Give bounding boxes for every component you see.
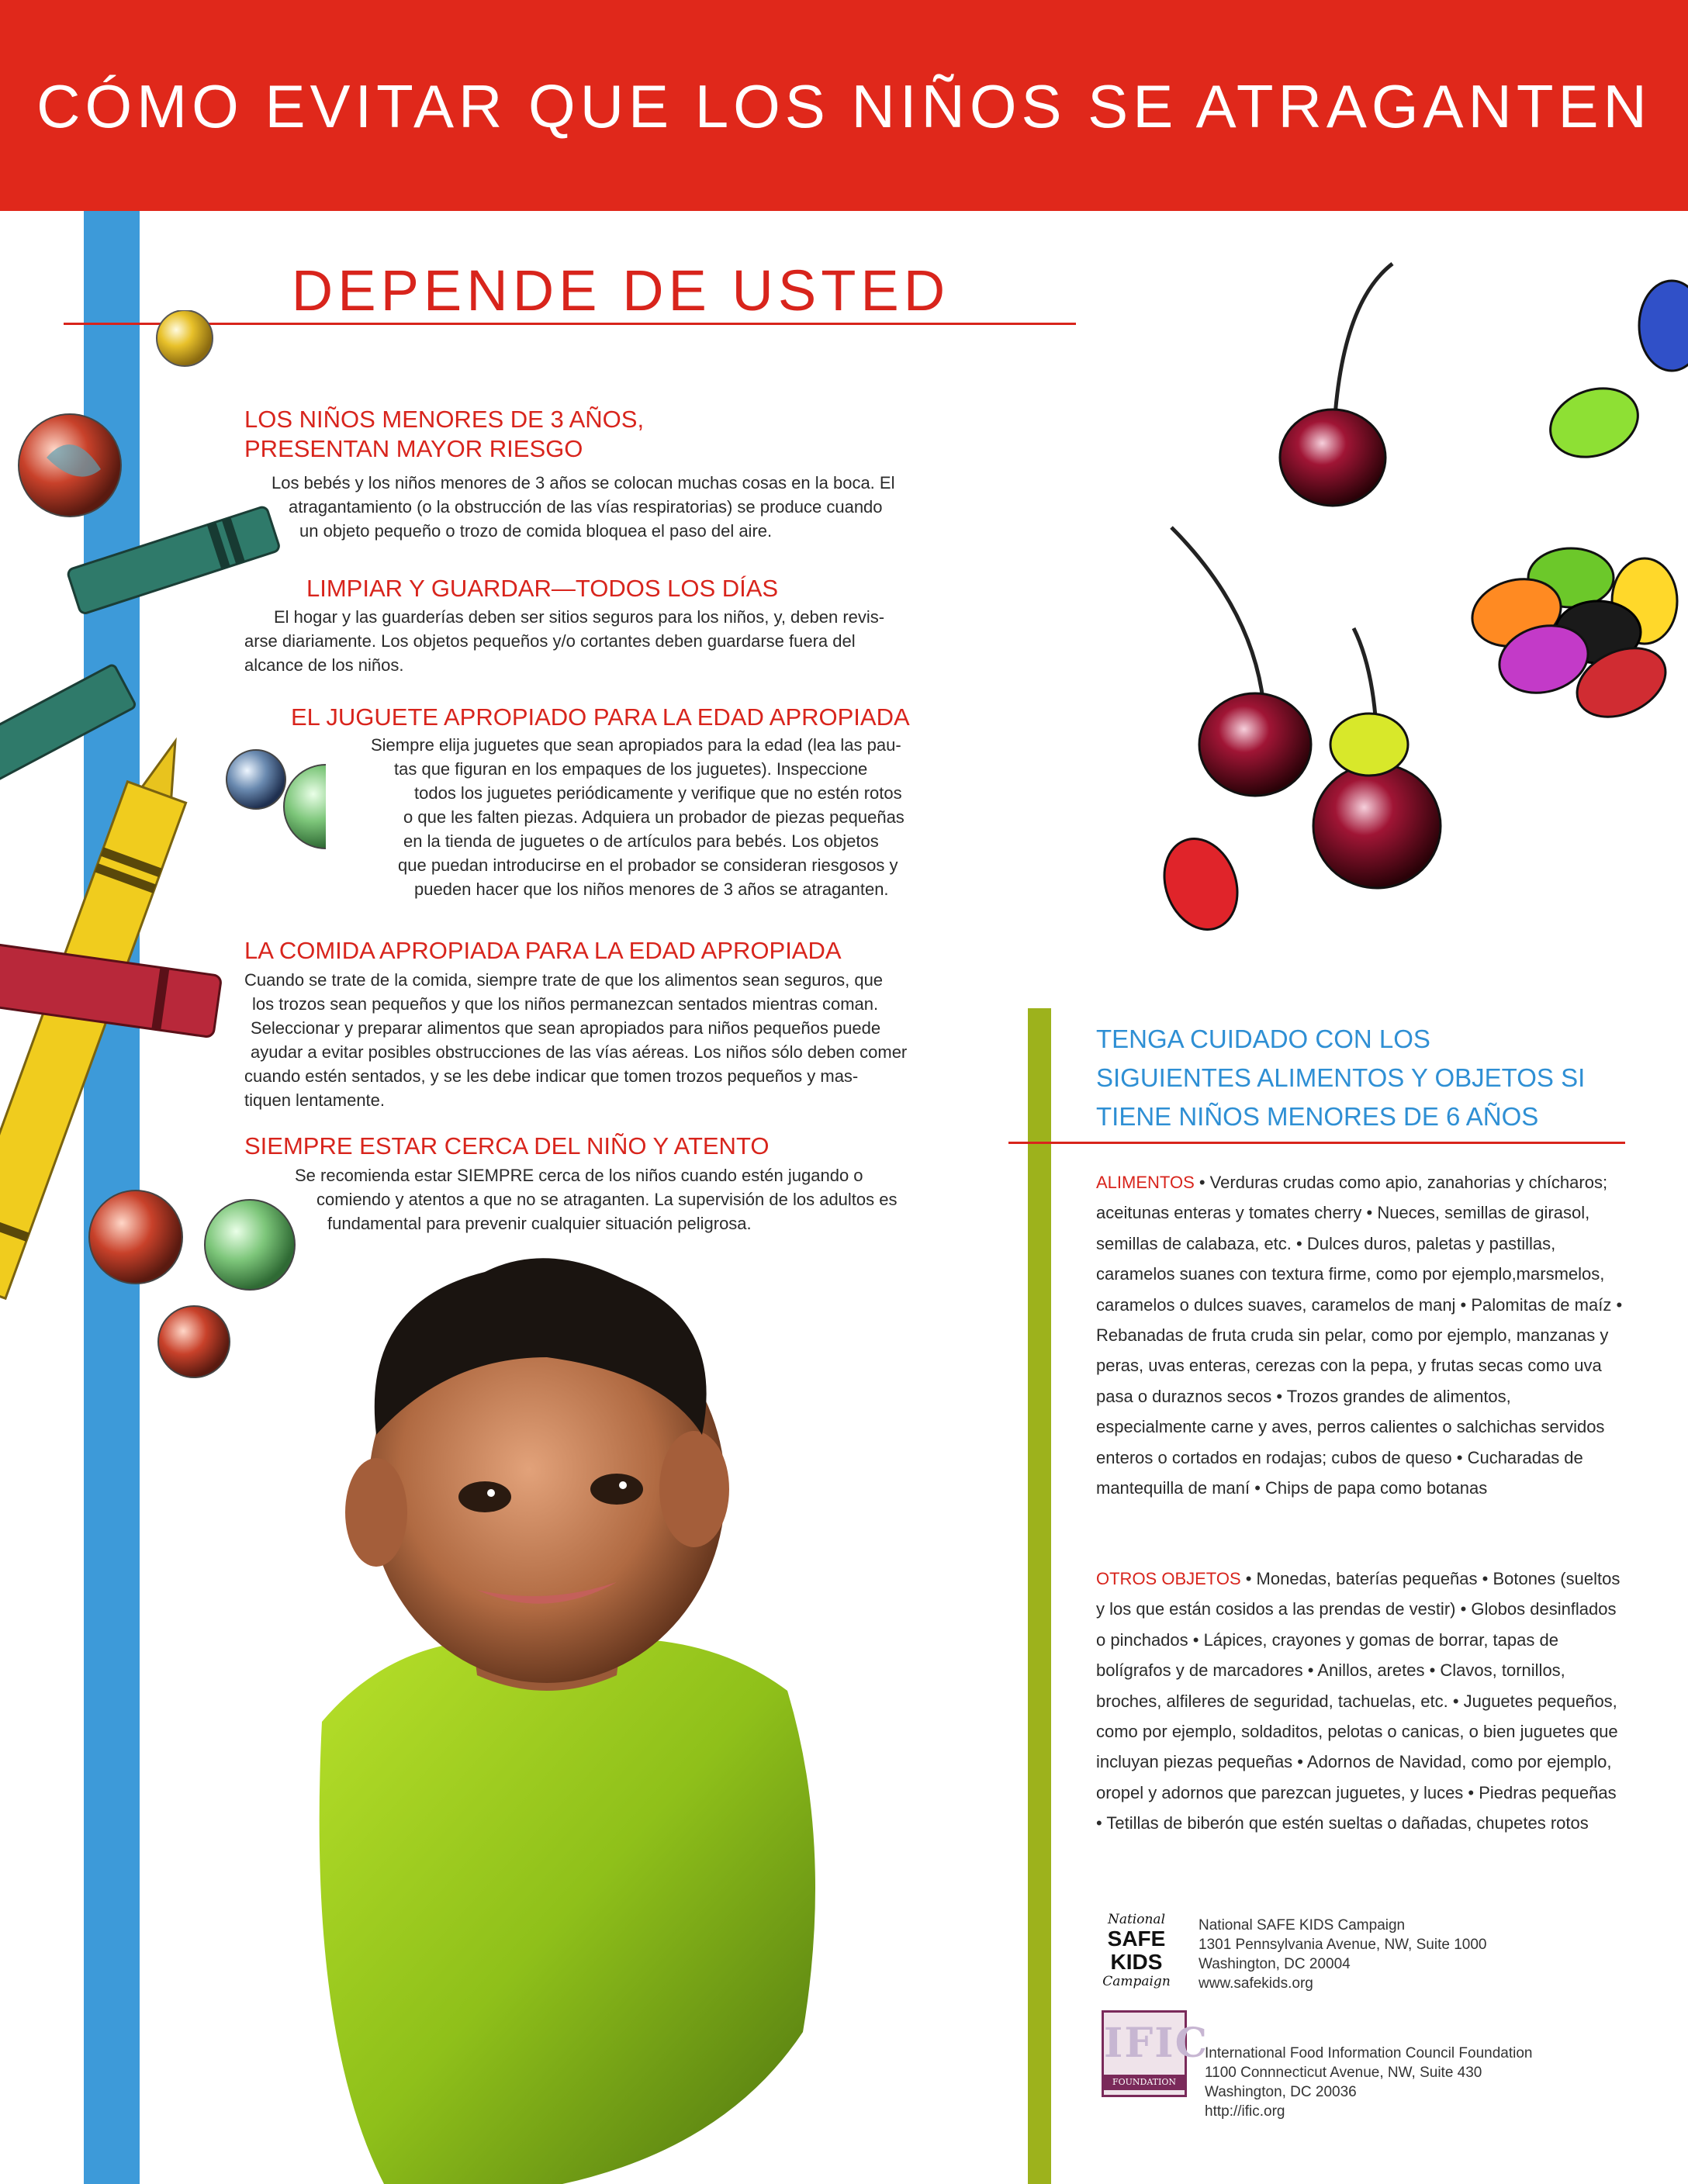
body-line: Los bebés y los niños menores de 3 años se colocan muchas cosas en la boca. El (272, 473, 895, 492)
logo-text: KIDS (1110, 1950, 1163, 1974)
jellybean-yellowgreen (1330, 714, 1408, 776)
ific-logo (1102, 2010, 1209, 2097)
teal-crayon-broken (0, 664, 137, 790)
body-line: Siempre elija juguetes que sean apropiados para la edad (lea las pau- (371, 735, 901, 755)
ific-address (1205, 2044, 1532, 2121)
heading-line: EL JUGUETE APROPIADO PARA LA EDAD APROPIADA (291, 703, 910, 731)
org-name: International Food Information Council Foundation (1205, 2045, 1533, 2061)
title-banner (0, 0, 1688, 211)
section-supervision-heading (244, 1132, 769, 1161)
org-street: 1100 Connnecticut Avenue, NW, Suite 430 (1205, 2065, 1482, 2081)
heading-line: TIENE NIÑOS MENORES DE 6 AÑOS (1096, 1102, 1539, 1131)
safe-kids-address (1199, 1916, 1486, 1993)
child-photo (291, 1256, 834, 2184)
safe-kids-logo (1102, 1912, 1171, 2005)
objects-label: OTROS OBJETOS (1096, 1569, 1241, 1588)
body-line: El hogar y las guarderías deben ser sitios seguros para los niños, y, deben revis- (274, 607, 885, 627)
objects-list (1096, 1564, 1624, 1839)
heading-line: PRESENTAN MAYOR RIESGO (244, 435, 583, 462)
body-line: tas que figuran en los empaques de los juguetes). Inspeccione (394, 759, 868, 779)
teal-crayon (67, 506, 280, 614)
cherries-jellybeans-illustration (1148, 248, 1688, 969)
foods-list (1096, 1167, 1624, 1503)
subtitle: DEPENDE DE USTED (291, 258, 950, 323)
org-name: National SAFE KIDS Campaign (1199, 1917, 1406, 1933)
section-food-heading (244, 936, 842, 966)
logo-text: National (1107, 1912, 1166, 1927)
section-risk-heading (244, 405, 644, 464)
marble-5 (89, 1190, 182, 1284)
org-city: Washington, DC 20036 (1205, 2084, 1357, 2100)
section-toys-heading (291, 703, 910, 732)
section-risk-body (272, 471, 894, 543)
body-line: ayudar a evitar posibles obstrucciones de las vías aéreas. Los niños sólo deben comer (251, 1042, 908, 1062)
body-line: tiquen lentamente. (244, 1090, 386, 1110)
marble-7 (158, 1306, 230, 1377)
heading-line: SIEMPRE ESTAR CERCA DEL NIÑO Y ATENTO (244, 1132, 770, 1159)
marble-4 (284, 765, 326, 848)
foods-text: • Verduras crudas como apio, zanahorias y chícharos; aceitunas enteras y tomates cherry • Nueces, semillas de girasol, semillas de calabaza, etc. • Dulces duros, paletas y pastillas, caramelos suanes con textura firme, como por ejemplo,marsmelos, caramelos o dulces suaves, caramelos de manj • Palomitas de maíz • Rebanadas de fruta cruda sin pelar, como por ejemplo, manzanas y peras, uvas enteras, cerezas con la pepa, y frutas secas como uva pasa o duraznos secos • Trozos grandes de alimentos, especialmente carne y aves, perros calientes o salchichas servidos enteros o cortados en rodajas; cubos de queso • Cucharadas de mantequilla de maní • Chips de papa como botanas (1096, 1173, 1623, 1498)
sidebar-divider (1008, 1142, 1625, 1144)
body-line: alcance de los niños. (244, 655, 404, 675)
body-line: los trozos sean pequeños y que los niños permanezcan sentados mientras coman. (252, 994, 879, 1014)
sidebar-heading (1096, 1020, 1639, 1136)
marble-3 (227, 750, 285, 809)
cherry-2 (1199, 693, 1311, 796)
body-line: en la tienda de juguetes o de artículos para bebés. Los objetos (403, 831, 879, 851)
green-accent-bar (1028, 1008, 1051, 2184)
logo-text: IFIC (1104, 2020, 1209, 2067)
body-line: comiendo y atentos a que no se atraganten. La supervisión de los adultos es (316, 1190, 898, 1209)
foods-label: ALIMENTOS (1096, 1173, 1195, 1192)
heading-line: SIGUIENTES ALIMENTOS Y OBJETOS SI (1096, 1063, 1586, 1092)
heading-line: LOS NIÑOS MENORES DE 3 AÑOS, (244, 406, 645, 433)
heading-line: TENGA CUIDADO CON LOS (1096, 1025, 1430, 1053)
marble-6 (205, 1200, 295, 1290)
body-line: Se recomienda estar SIEMPRE cerca de los niños cuando estén jugando o (295, 1166, 863, 1185)
body-line: cuando estén sentados, y se les debe indicar que tomen trozos pequeños y mas- (244, 1066, 859, 1086)
body-line: todos los juguetes periódicamente y verifique que no estén rotos (414, 783, 902, 803)
heading-line: LIMPIAR Y GUARDAR—TODOS LOS DÍAS (306, 575, 779, 602)
body-line: un objeto pequeño o trozo de comida bloquea el paso del aire. (299, 521, 773, 541)
section-supervision-body (295, 1163, 898, 1235)
body-line: Seleccionar y preparar alimentos que sean apropiados para niños pequeños puede (251, 1018, 881, 1038)
org-website[interactable]: http://ific.org (1205, 2103, 1285, 2120)
objects-text: • Monedas, baterías pequeñas • Botones (sueltos y los que están cosidos a las prendas de vestir) • Globos desinflados o pinchados • Lápices, crayones y gomas de borrar, tapas de bolígrafos y de marcadores • Anillos, aretes • Clavos, tornillos, broches, alfileres de seguridad, tachuelas, etc. • Juguetes pequeños, como por ejemplo, soldaditos, pelotas o canicas, o bien juguetes que incluyan piezas pequeñas • Adornos de Navidad, como por ejemplo, oropel y adornos que parezcan juguetes, y luces • Piedras pequeñas • Tetillas de biberón que estén sueltas o dañadas, chupetes rotos (1096, 1569, 1621, 1833)
section-food-body (244, 968, 907, 1112)
jellybean-lime (1541, 377, 1648, 469)
cherry-1 (1280, 410, 1385, 506)
org-street: 1301 Pennsylvania Avenue, NW, Suite 1000 (1199, 1937, 1487, 1953)
body-line: fundamental para prevenir cualquier situación peligrosa. (327, 1214, 752, 1233)
logo-text: FOUNDATION (1104, 2075, 1185, 2090)
body-line: o que les falten piezas. Adquiera un probador de piezas pequeñas (403, 807, 905, 827)
jellybean-blue (1639, 281, 1688, 371)
body-line: que puedan introducirse en el probador se consideran riesgosos y (398, 855, 898, 875)
logo-text: Campaign (1102, 1974, 1171, 1989)
cherry-3 (1313, 764, 1441, 888)
body-line: arse diariamente. Los objetos pequeños y/o cortantes deben guardarse fuera del (244, 631, 856, 651)
section-toys-body (371, 733, 905, 901)
section-clean-heading (306, 574, 778, 603)
section-clean-body (244, 605, 884, 677)
org-city: Washington, DC 20004 (1199, 1956, 1351, 1972)
org-website[interactable]: www.safekids.org (1199, 1975, 1313, 1992)
body-line: atragantamiento (o la obstrucción de las vías respiratorias) se produce cuando (289, 497, 883, 517)
heading-line: LA COMIDA APROPIADA PARA LA EDAD APROPIADA (244, 937, 842, 964)
logo-text: SAFE (1107, 1927, 1166, 1951)
body-line: Cuando se trate de la comida, siempre trate de que los alimentos sean seguros, que (244, 970, 884, 990)
body-line: pueden hacer que los niños menores de 3 años se atraganten. (414, 879, 889, 899)
marble-1 (157, 310, 213, 366)
jellybean-red-2 (1152, 828, 1250, 940)
page-title: CÓMO EVITAR QUE LOS NIÑOS SE ATRAGANTEN (36, 72, 1652, 140)
